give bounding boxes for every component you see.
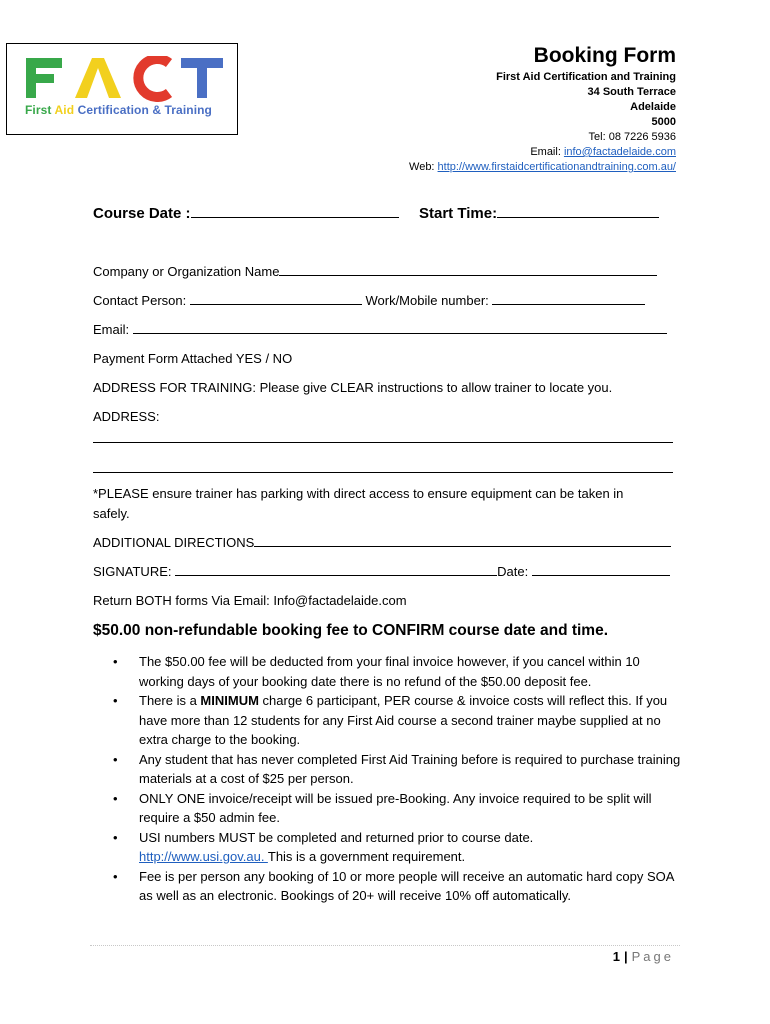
bullet-icon: •	[113, 751, 118, 767]
fee-heading: $50.00 non-refundable booking fee to CONFIRM course date and time.	[93, 622, 609, 639]
address-label: ADDRESS:	[93, 409, 160, 424]
course-date-blank[interactable]	[191, 206, 399, 218]
address-blank-2[interactable]	[93, 472, 673, 473]
email-link[interactable]: info@factadelaide.com	[563, 146, 676, 158]
signature-blank[interactable]	[175, 564, 497, 576]
start-time-blank[interactable]	[497, 206, 659, 218]
web-link[interactable]: http://www.firstaidcertificationandtraining.com.au/	[437, 161, 676, 173]
return-line: Return BOTH forms Via Email: Info@factadelaide.com	[93, 593, 407, 608]
org-street: 34 South Terrace	[587, 86, 676, 98]
page-title: Booking Form	[533, 44, 676, 67]
list-item: • Any student that has never completed First Aid Training before is required to purchase training materials at a cost of $25 per person.	[113, 751, 681, 786]
logo-box	[6, 43, 238, 135]
page-number: 1 | Page	[612, 949, 674, 964]
address-note: ADDRESS FOR TRAINING: Please give CLEAR instructions to allow trainer to locate you.	[93, 380, 613, 395]
list-item: • There is a MINIMUM charge 6 participant, PER course & invoice costs will reflect this. If you have more than 12 students for any First Aid course a second trainer maybe supplied at no extra charge to the booking.	[113, 693, 668, 747]
org-city: Adelaide	[630, 101, 676, 113]
parking-line-2: safely.	[93, 506, 130, 521]
email-field: Email:	[93, 322, 667, 337]
list-item: • USI numbers MUST be completed and returned prior to course date. http://www.usi.gov.au. This is a government requirement.	[113, 829, 534, 864]
org-web-line: Web: http://www.firstaidcertificationandtraining.com.au/	[409, 161, 676, 173]
org-postcode: 5000	[651, 116, 676, 128]
logo-letter-c	[138, 59, 169, 97]
payment-line: Payment Form Attached YES / NO	[93, 351, 293, 366]
start-time-field: Start Time:	[419, 205, 659, 222]
signature-field: SIGNATURE: Date:	[93, 564, 670, 579]
phone-blank[interactable]	[492, 293, 645, 305]
course-date-field: Course Date :	[93, 205, 399, 222]
footer-divider	[90, 945, 680, 946]
bullet-icon: •	[113, 790, 118, 806]
logo-tagline: First Aid Certification & Training	[25, 103, 212, 117]
address-blank-1[interactable]	[93, 442, 673, 443]
fact-logo	[23, 56, 227, 102]
parking-line-1: *PLEASE ensure trainer has parking with direct access to ensure equipment can be taken in	[93, 486, 624, 501]
list-item: • ONLY ONE invoice/receipt will be issued pre-Booking. Any invoice required to be split will require a $50 admin fee.	[113, 790, 652, 825]
bullet-icon: •	[113, 693, 118, 708]
directions-blank[interactable]	[254, 535, 671, 547]
list-item: • The $50.00 fee will be deducted from your final invoice however, if you cancel within 10 working days of your booking date there is no refund of the $50.00 deposit fee.	[113, 654, 640, 689]
usi-link[interactable]: http://www.usi.gov.au.	[139, 849, 268, 864]
company-blank[interactable]	[279, 264, 657, 276]
org-tel: Tel: 08 7226 5936	[588, 131, 676, 143]
company-field: Company or Organization Name	[93, 264, 657, 279]
bullet-icon: •	[113, 654, 118, 669]
org-name: First Aid Certification and Training	[496, 71, 676, 83]
list-item: • Fee is per person any booking of 10 or more people will receive an automatic hard copy SOA as well as an electronic. Bookings of 20+ will receive 10% off automatically.	[113, 868, 674, 903]
email-blank[interactable]	[133, 322, 667, 334]
directions-field: ADDITIONAL DIRECTIONS	[93, 535, 671, 550]
contact-blank[interactable]	[190, 293, 362, 305]
date-blank[interactable]	[532, 564, 670, 576]
org-email-line: Email: info@factadelaide.com	[530, 146, 676, 158]
bullet-icon: •	[113, 868, 118, 884]
terms-list	[113, 652, 683, 906]
logo-letter-a	[75, 58, 121, 98]
contact-field: Contact Person: Work/Mobile number:	[93, 293, 645, 308]
bullet-icon: •	[113, 829, 118, 845]
